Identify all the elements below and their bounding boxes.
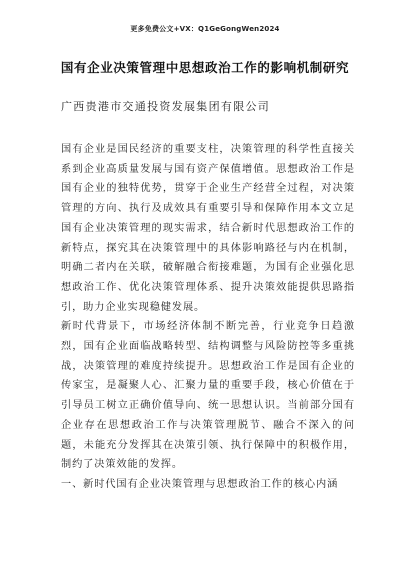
document-title: 国有企业决策管理中思想政治工作的影响机制研究 [60, 60, 350, 75]
organization-name: 广西贵港市交通投资发展集团有限公司 [61, 100, 271, 113]
header-note: 更多免费公文+VX：Q1GeGongWen2024 [130, 25, 280, 33]
section-heading: 一、新时代国有企业决策管理与思想政治工作的核心内涵 [61, 478, 339, 490]
body-paragraph: 国有企业是国民经济的重要支柱，决策管理的科学性直接关系到企业高质量发展与国有资产保值增值。思想政治工作是国有企业的独特优势，贯穿于企业生产经营全过程，对决策管理的方向、执行及成效具有重要引导和保障作用本文立足国有企业决策管理的现实需求，结合新时代思想政治工作的新特点，探究其在决策管理中的具体影响路径与内在机制，明确二者内在关联，破解融合衔接难题，为国有企业强化思想政治工作、优化决策管理体系、提升决策效能提供思路指引，助力企业实现稳健发展。 [61, 144, 355, 313]
document-body [61, 140, 355, 495]
body-paragraph: 新时代背景下，市场经济体制不断完善，行业竞争日趋激烈，国有企业面临战略转型、结构调整与风险防控等多重挑战，决策管理的难度持续提升。思想政治工作是国有企业的传家宝，是凝聚人心、汇聚力量的重要手段，核心价值在于引导员工树立正确价值导向、统一思想认识。当前部分国有企业存在思想政治工作与决策管理脱节、融合不深入的问题，未能充分发挥其在决策引领、执行保障中的积极作用，制约了决策效能的发挥。 [61, 321, 355, 471]
